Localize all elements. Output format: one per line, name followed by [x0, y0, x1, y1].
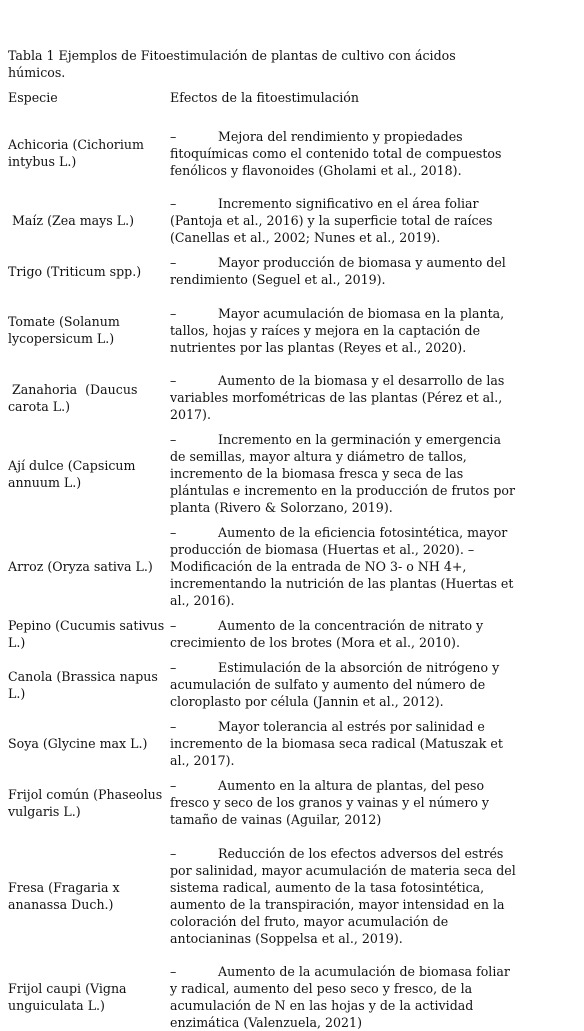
table-row — [8, 119, 528, 187]
table-header-row — [8, 89, 528, 111]
species-cell: Zanahoria (Daucus carota L.) — [8, 381, 142, 414]
effect-cell: – Incremento significativo en el área foliar (Pantoja et al., 2016) y la superficie total de raíces (Canellas et al., 2002; Nunes et al., 2019). — [170, 196, 493, 245]
species-cell: Ají dulce (Capsicum annuum L.) — [8, 457, 136, 490]
table-row — [8, 524, 528, 609]
header-effects: Efectos de la fitoestimulación — [170, 90, 359, 105]
species-cell: Frijol común (Phaseolus vulgaris L.) — [8, 786, 163, 819]
species-cell: Canola (Brassica napus L.) — [8, 668, 158, 701]
table-row — [8, 777, 528, 828]
effects-table — [8, 89, 528, 1031]
species-cell: Arroz (Oryza sativa L.) — [8, 559, 153, 574]
species-cell: Soya (Glycine max L.) — [8, 736, 148, 751]
effect-cell: – Aumento de la biomasa y el desarrollo de las variables morfométricas de las plantas (Pérez et al., 2017). — [170, 373, 505, 422]
table-row — [8, 718, 528, 769]
table-row — [8, 254, 528, 288]
effect-cell: – Aumento de la acumulación de biomasa foliar y radical, aumento del peso seco y fresco, de la acumulación de N en las hojas y de la actividad enzimática (Valenzuela, 2021) — [170, 964, 510, 1030]
table-row — [8, 195, 528, 246]
table-row — [8, 659, 528, 710]
effect-cell: – Mejora del rendimiento y propiedades fitoquímicas como el contenido total de compuestos fenólicos y flavonoides (Gholami et al., 2018). — [170, 128, 502, 178]
table-row — [8, 372, 528, 423]
species-cell: Frijol caupi (Vigna unguiculata L.) — [8, 981, 127, 1013]
species-cell: Maíz (Zea mays L.) — [8, 213, 135, 228]
effect-cell: – Aumento en la altura de plantas, del peso fresco y seco de los granos y vainas y el número y tamaño de vainas (Aguilar, 2012) — [170, 778, 490, 827]
effect-cell: – Reducción de los efectos adversos del estrés por salinidad, mayor acumulación de materia seca del sistema radical, aumento de la tasa fotosintética, aumento de la transpiración, mayor intensidad en la coloración del fruto, mayor acumulación de antocianinas (Soppelsa et al., 2019). — [170, 845, 516, 946]
species-cell: Pepino (Cucumis sativus L.) — [8, 618, 165, 650]
species-cell: Achicoria (Cichorium intybus L.) — [8, 137, 144, 169]
species-cell: Trigo (Triticum spp.) — [8, 263, 142, 279]
table-row — [8, 617, 528, 651]
effect-cell: – Incremento en la germinación y emergencia de semillas, mayor altura y diámetro de tallos, incremento de la biomasa fresca y seca de las plántulas e incremento en la producción de frutos por planta (Rivero & Solorzano, 2019). — [170, 432, 516, 515]
species-cell: Tomate (Solanum lycopersicum L.) — [8, 314, 120, 346]
table-row — [8, 836, 528, 955]
effect-cell: – Aumento de la eficiencia fotosintética, mayor producción de biomasa (Huertas et al., 2020). –Modificación de la entrada de NO 3- o NH 4+, incrementando la nutrición de las plantas (Huertas et al., 2016). — [170, 525, 514, 608]
effect-cell: – Mayor acumulación de biomasa en la planta, tallos, hojas y raíces y mejora en la captación de nutrientes por las plantas (Reyes et al., 2020). — [170, 305, 505, 355]
species-cell: Fresa (Fragaria x ananassa Duch.) — [8, 879, 120, 912]
table-caption: Tabla 1 Ejemplos de Fitoestimulación de plantas de cultivo con ácidos húmicos. — [8, 48, 456, 80]
table-row — [8, 296, 528, 364]
effect-cell: – Mayor producción de biomasa y aumento del rendimiento (Seguel et al., 2019). — [170, 255, 506, 287]
effect-cell: – Estimulación de la absorción de nitrógeno y acumulación de sulfato y aumento del número de cloroplasto por célula (Jannin et al., 2012). — [170, 660, 500, 709]
header-species: Especie — [8, 90, 58, 105]
table-row — [8, 431, 528, 516]
table-row — [8, 963, 528, 1031]
effect-cell: – Aumento de la concentración de nitrato y crecimiento de los brotes (Mora et al., 2010). — [170, 618, 484, 650]
effect-cell: – Mayor tolerancia al estrés por salinidad e incremento de la biomasa seca radical (Matuszak et al., 2017). — [170, 719, 503, 768]
